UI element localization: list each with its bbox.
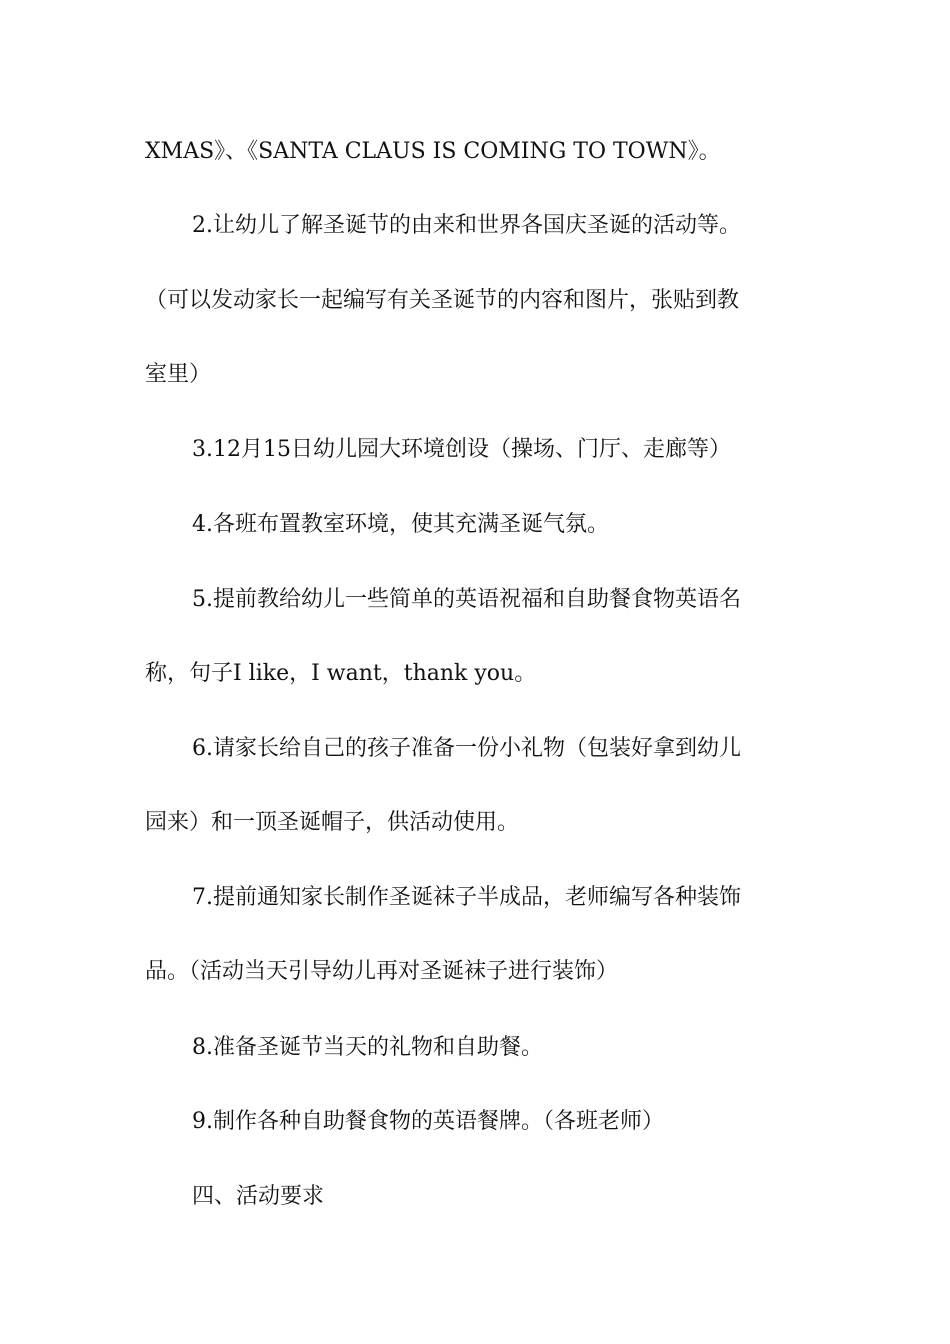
list-item-4: 4.各班布置教室环境，使其充满圣诞气氛。 xyxy=(192,512,609,537)
list-item-6: 6.请家长给自己的孩子准备一份小礼物（包装好拿到幼儿 xyxy=(192,736,741,761)
list-item-5-continued: 称，句子I like，I want，thank you。 xyxy=(145,661,537,686)
text-line-song-titles: XMAS》、《SANTA CLAUS IS COMING TO TOWN》。 xyxy=(145,139,721,164)
list-item-2: 2.让幼儿了解圣诞节的由来和世界各国庆圣诞的活动等。 xyxy=(192,213,741,238)
list-item-2-note: （可以发动家长一起编写有关圣诞节的内容和图片，张贴到教 xyxy=(145,288,740,313)
list-item-7-continued: 品。（活动当天引导幼儿再对圣诞袜子进行装饰） xyxy=(145,959,619,984)
list-item-3: 3.12月15日幼儿园大环境创设（操场、门厅、走廊等） xyxy=(192,437,731,462)
list-item-6-continued: 园来）和一顶圣诞帽子，供活动使用。 xyxy=(145,810,520,835)
list-item-2-note-end: 室里） xyxy=(145,362,212,387)
list-item-5: 5.提前教给幼儿一些简单的英语祝福和自助餐食物英语名 xyxy=(192,587,741,612)
section-heading-requirements: 四、活动要求 xyxy=(192,1184,325,1209)
list-item-8: 8.准备圣诞节当天的礼物和自助餐。 xyxy=(192,1035,543,1060)
list-item-7: 7.提前通知家长制作圣诞袜子半成品，老师编写各种装饰 xyxy=(192,885,741,910)
list-item-9: 9.制作各种自助餐食物的英语餐牌。（各班老师） xyxy=(192,1109,664,1134)
